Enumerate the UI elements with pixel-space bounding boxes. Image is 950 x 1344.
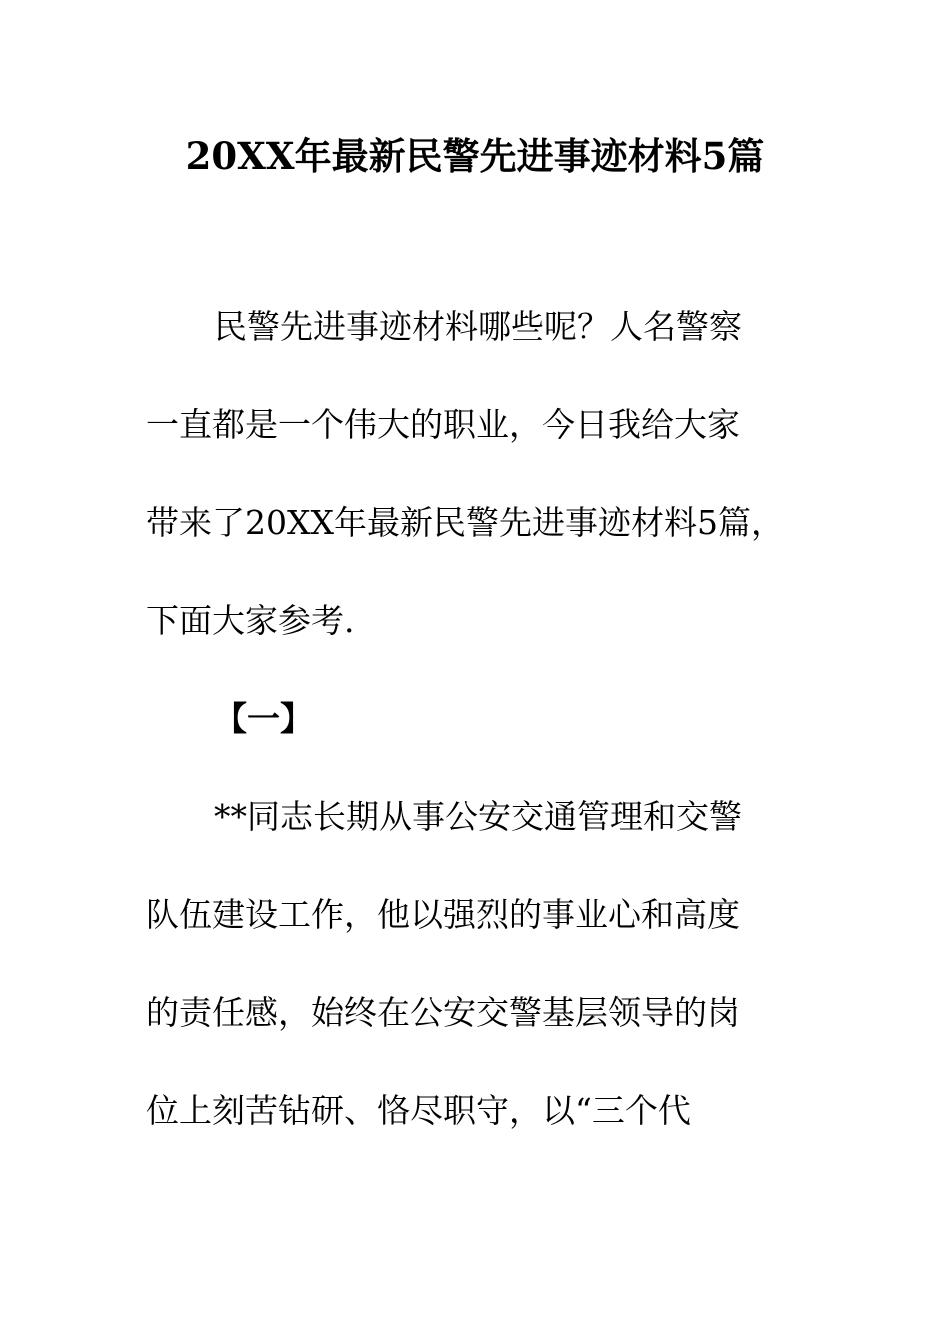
body-line-4: 位上刻苦钻研、恪尽职守，以“三个代 — [146, 1091, 691, 1130]
intro-line-4: 下面大家参考. — [146, 601, 355, 640]
body-line-3: 的责任感，始终在公安交警基层领导的岗 — [146, 993, 740, 1032]
body-line-1: **同志长期从事公安交通管理和交警 — [214, 797, 742, 836]
body-line-2: 队伍建设工作，他以强烈的事业心和高度 — [146, 895, 740, 934]
intro-line-1: 民警先进事迹材料哪些呢？人名警察 — [214, 307, 742, 346]
section-heading: 【一】 — [214, 699, 313, 738]
document-title: 20XX年最新民警先进事迹材料5篇 — [185, 134, 765, 178]
intro-line-3: 带来了20XX年最新民警先进事迹材料5篇， — [146, 503, 784, 542]
intro-line-2: 一直都是一个伟大的职业，今日我给大家 — [146, 405, 740, 444]
